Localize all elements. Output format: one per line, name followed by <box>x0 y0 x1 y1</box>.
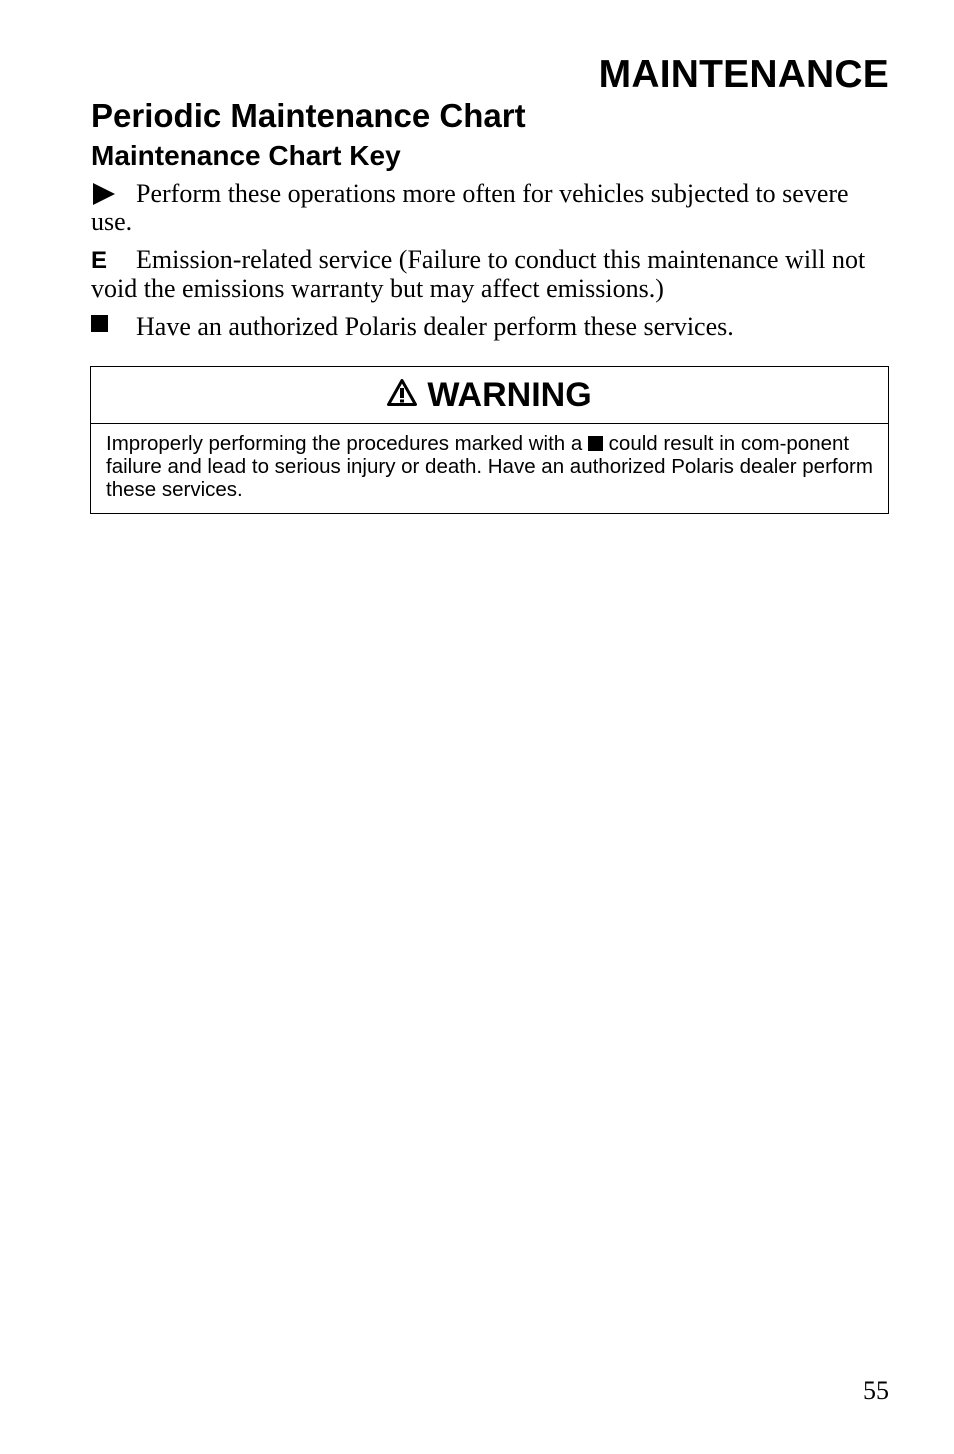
black-square-icon <box>91 315 136 335</box>
triangle-right-icon <box>91 182 136 202</box>
key-item-text: Perform these operations more often for vehicles subjected to severe use. <box>91 179 849 236</box>
warning-text: Improperly performing the procedures marked with a could result in com-ponent failure and lead to serious injury or death. Have an authorized Polaris dealer perform these services. <box>106 432 873 501</box>
key-item-dealer-service <box>91 313 891 341</box>
key-item-text: Emission-related service (Failure to conduct this maintenance will not void the emissions warranty but may affect emissions.) <box>91 245 866 303</box>
chart-key-heading: Maintenance Chart Key <box>91 140 401 171</box>
section-title: MAINTENANCE <box>598 53 889 96</box>
black-square-icon <box>588 436 603 451</box>
maintenance-key-list <box>91 180 891 351</box>
key-item-emission <box>91 246 891 303</box>
emission-symbol: E <box>91 247 108 274</box>
key-item-text: Have an authorized Polaris dealer perform these services. <box>136 312 734 341</box>
key-item-severe-use <box>91 180 891 236</box>
page-number: 55 <box>863 1376 889 1405</box>
warning-box <box>90 366 889 514</box>
warning-title: WARNING <box>427 376 592 414</box>
warning-header <box>91 367 888 424</box>
warning-triangle-icon <box>387 379 417 411</box>
page-title: Periodic Maintenance Chart <box>91 97 526 134</box>
